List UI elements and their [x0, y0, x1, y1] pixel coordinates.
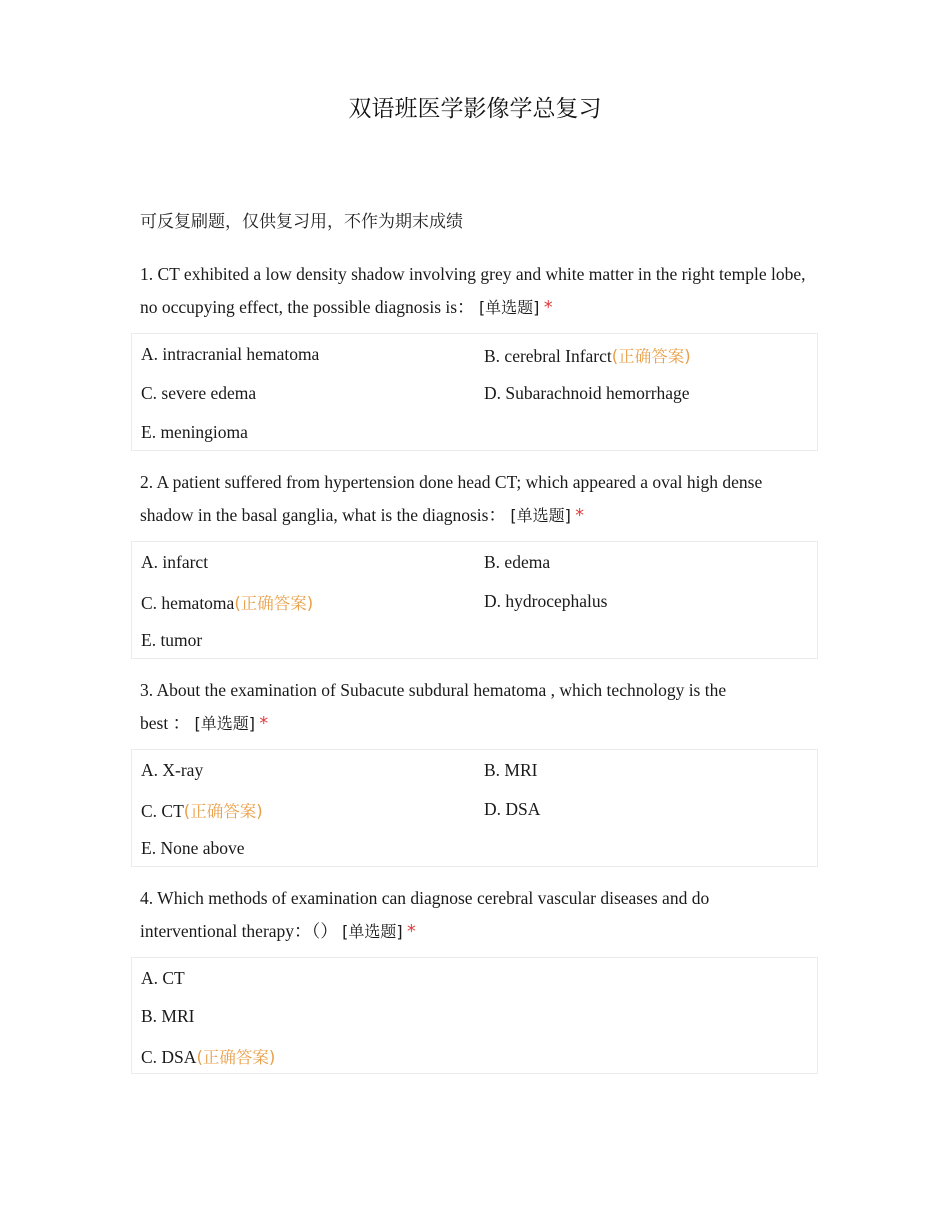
question-4 [140, 882, 820, 949]
option[interactable]: C. hematoma(正确答案) [141, 593, 314, 613]
question-2-text: 2. A patient suffered from hypertension done head CT; which appeared a oval high dense shadow in the basal ganglia, what is the diagnosis： [140, 472, 763, 525]
question-4-text-line1: 4. Which methods of examination can diagnose cerebral vascular diseases and do [140, 888, 710, 908]
question-3-text-line2: best ： [140, 713, 191, 733]
correct-answer-marker: (正确答案) [234, 594, 314, 613]
required-mark: * [407, 922, 416, 942]
question-2-options [131, 541, 818, 659]
question-1-text: 1. CT exhibited a low density shadow involving grey and white matter in the right temple lobe, no occupying effect, the possible diagnosis is： [140, 264, 806, 317]
correct-answer-marker: (正确答案) [611, 347, 691, 366]
correct-answer-marker: (正确答案) [196, 1048, 276, 1067]
question-3-options [131, 749, 818, 867]
option[interactable]: A. infarct [141, 552, 209, 572]
question-4-text-line2: interventional therapy：（） [140, 921, 338, 941]
question-type-tag: [单选题] [194, 714, 255, 733]
question-type-tag: [单选题] [478, 298, 540, 317]
question-3 [140, 674, 820, 741]
intro-text: 可反复刷题，仅供复习用，不作为期末成绩 [140, 212, 463, 232]
question-1-options [131, 333, 818, 451]
question-1 [140, 258, 820, 325]
option[interactable]: E. None above [141, 838, 245, 858]
option[interactable]: C. CT(正确答案) [141, 801, 263, 821]
option[interactable]: B. edema [484, 552, 551, 572]
question-type-tag: [单选题] [510, 506, 571, 525]
correct-answer-marker: (正确答案) [183, 802, 263, 821]
option[interactable]: B. MRI [484, 760, 538, 780]
required-mark: * [259, 714, 269, 734]
question-4-options [131, 957, 818, 1074]
page-title: 双语班医学影像学总复习 [348, 96, 602, 122]
question-2 [140, 466, 820, 533]
option[interactable]: D. Subarachnoid hemorrhage [484, 383, 690, 403]
question-type-tag: [单选题] [342, 922, 403, 941]
option[interactable]: B. cerebral Infarct(正确答案) [484, 346, 691, 366]
required-mark: * [543, 298, 553, 318]
option[interactable]: D. DSA [484, 799, 541, 819]
option[interactable]: B. MRI [141, 1006, 195, 1026]
option[interactable]: A. X-ray [141, 760, 204, 780]
question-3-text-line1: 3. About the examination of Subacute subdural hematoma , which technology is the [140, 680, 727, 700]
option[interactable]: A. intracranial hematoma [141, 344, 320, 364]
option[interactable]: C. DSA(正确答案) [141, 1047, 276, 1067]
option[interactable]: C. severe edema [141, 383, 257, 403]
option[interactable]: D. hydrocephalus [484, 591, 608, 611]
option[interactable]: E. tumor [141, 630, 203, 650]
option[interactable]: E. meningioma [141, 422, 248, 442]
option[interactable]: A. CT [141, 968, 185, 988]
required-mark: * [575, 506, 584, 526]
